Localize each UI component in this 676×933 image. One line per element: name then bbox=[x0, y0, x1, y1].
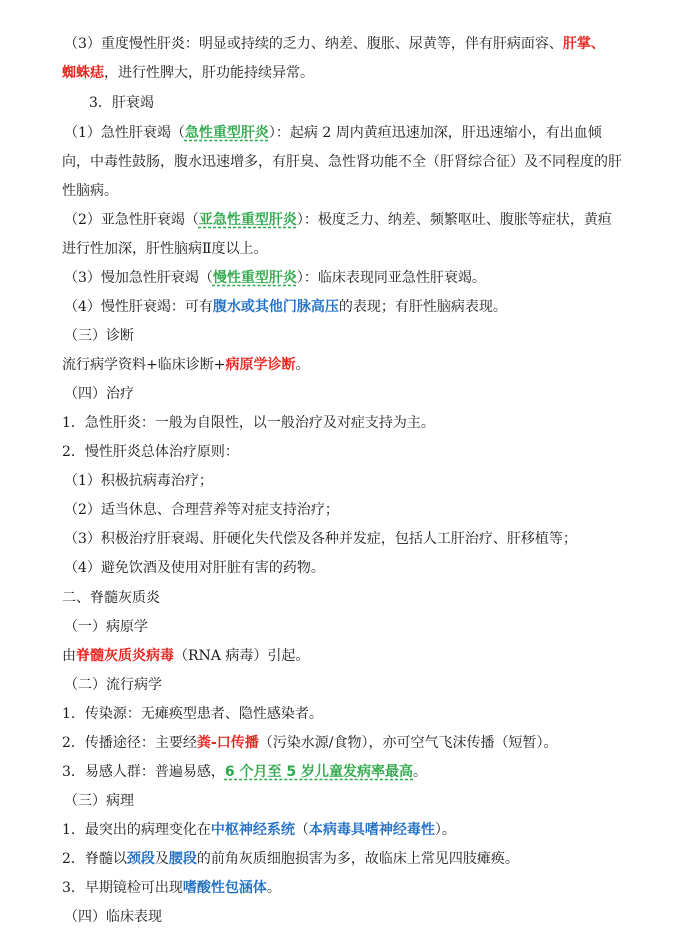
text-segment: 3．易感人群：普遍易感， bbox=[62, 764, 225, 780]
text-segment: （3）积极治疗肝衰竭、肝硬化失代偿及各种并发症，包括人工肝治疗、肝移植等； bbox=[64, 531, 577, 547]
text-segment: 1．急性肝炎：一般为自限性，以一般治疗及对症支持为主。 bbox=[62, 415, 435, 431]
text-segment: 性脑病。 bbox=[62, 183, 118, 199]
section-heading bbox=[64, 384, 134, 404]
text-line bbox=[64, 210, 612, 230]
highlight-blue: 腹水或其他门脉高压 bbox=[212, 299, 339, 315]
text-line bbox=[62, 63, 314, 83]
text-segment: 二、脊髓灰质炎 bbox=[62, 590, 160, 606]
text-segment: ，进行性脾大，肝功能持续异常。 bbox=[104, 65, 314, 81]
text-segment: ）。 bbox=[434, 822, 456, 838]
text-line bbox=[62, 239, 268, 259]
text-segment: ）：临床表现同亚急性肝衰竭。 bbox=[296, 270, 486, 286]
section-heading bbox=[64, 791, 134, 811]
text-segment: （一）病原学 bbox=[64, 619, 148, 635]
highlight-blue: 嗜酸性包涵体 bbox=[182, 880, 267, 896]
highlight-green: 急性重型肝炎 bbox=[184, 125, 269, 141]
highlight-blue: 腰段 bbox=[168, 851, 197, 867]
text-segment: （1）急性肝衰竭（ bbox=[64, 125, 185, 141]
text-segment: （污染水源/食物），亦可空气飞沫传播（短暂）。 bbox=[258, 735, 558, 751]
text-line bbox=[62, 646, 309, 666]
text-line bbox=[64, 558, 325, 578]
text-segment: （ bbox=[294, 822, 309, 838]
text-line bbox=[62, 762, 427, 782]
text-segment: ）：极度乏力、纳差、频繁呕吐、腹胀等症状，黄疸 bbox=[296, 212, 612, 228]
text-segment: 2．慢性肝炎总体治疗原则： bbox=[62, 444, 239, 460]
highlight-red: 病原学诊断 bbox=[225, 357, 296, 373]
text-line bbox=[62, 820, 456, 840]
text-segment: （三）诊断 bbox=[64, 328, 134, 344]
text-segment: 及 bbox=[154, 851, 169, 867]
text-line bbox=[62, 152, 622, 172]
text-segment: （RNA 病毒）引起。 bbox=[174, 648, 310, 664]
text-segment: 2．传播途径：主要经 bbox=[62, 735, 197, 751]
text-segment: （3）重度慢性肝炎：明显或持续的乏力、纳差、腹胀、尿黄等，伴有肝病面容、 bbox=[64, 36, 563, 52]
text-line bbox=[62, 181, 118, 201]
text-segment: 的表现；有肝性脑病表现。 bbox=[338, 299, 507, 315]
text-line bbox=[62, 733, 557, 753]
text-segment: 向，中毒性鼓肠，腹水迅速增多，有肝臭、急性肾功能不全（肝肾综合征）及不同程度的肝 bbox=[62, 154, 622, 170]
text-segment: （2）亚急性肝衰竭（ bbox=[64, 212, 199, 228]
text-segment: 。 bbox=[266, 880, 281, 896]
text-segment: （3）慢加急性肝衰竭（ bbox=[64, 270, 213, 286]
text-line bbox=[62, 878, 281, 898]
text-segment: 2．脊髓以 bbox=[62, 851, 127, 867]
highlight-red: 蜘蛛痣 bbox=[62, 65, 104, 81]
text-segment: 1．最突出的病理变化在 bbox=[62, 822, 211, 838]
text-segment: （三）病理 bbox=[64, 793, 134, 809]
text-line bbox=[64, 500, 339, 520]
highlight-blue: 中枢神经系统 bbox=[210, 822, 295, 838]
text-segment: （4）避免饮酒及使用对肝脏有害的药物。 bbox=[64, 560, 325, 576]
text-line bbox=[62, 849, 519, 869]
text-segment: 的前角灰质细胞损害为多，故临床上常见四肢瘫痪。 bbox=[196, 851, 519, 867]
highlight-blue: 颈段 bbox=[126, 851, 155, 867]
text-segment: （4）慢性肝衰竭：可有 bbox=[64, 299, 213, 315]
text-line bbox=[64, 268, 486, 288]
section-heading bbox=[64, 326, 134, 346]
text-segment: 进行性加深，肝性脑病Ⅱ度以上。 bbox=[62, 241, 268, 257]
text-segment: （四）治疗 bbox=[64, 386, 134, 402]
text-segment: 。 bbox=[295, 357, 310, 373]
text-line bbox=[64, 297, 507, 317]
highlight-red: 脊髓灰质炎病毒 bbox=[76, 648, 174, 664]
text-line bbox=[62, 355, 309, 375]
text-segment: ）：起病 2 周内黄疸迅速加深，肝迅速缩小，有出血倾 bbox=[268, 125, 602, 141]
text-segment: （2）适当休息、合理营养等对症支持治疗； bbox=[64, 502, 339, 518]
highlight-green: 慢性重型肝炎 bbox=[212, 270, 297, 286]
section-heading bbox=[64, 907, 162, 927]
text-segment: 由 bbox=[62, 648, 76, 664]
highlight-red: 粪-口传播 bbox=[196, 735, 259, 751]
text-line bbox=[64, 34, 605, 54]
text-segment: （二）流行病学 bbox=[64, 677, 162, 693]
section-heading bbox=[64, 617, 148, 637]
section-heading bbox=[62, 588, 160, 608]
highlight-green: 亚急性重型肝炎 bbox=[198, 212, 297, 228]
text-line bbox=[62, 442, 239, 462]
text-segment: 3．肝衰竭 bbox=[89, 95, 154, 111]
text-segment: （1）积极抗病毒治疗； bbox=[64, 473, 213, 489]
section-heading bbox=[89, 93, 154, 113]
text-segment: 3．早期镜检可出现 bbox=[62, 880, 183, 896]
text-line bbox=[64, 529, 577, 549]
text-segment: （四）临床表现 bbox=[64, 909, 162, 925]
highlight-green: 6 个月至 5 岁儿童发病率最高 bbox=[224, 764, 414, 780]
text-segment: 流行病学资料+临床诊断+ bbox=[62, 357, 226, 373]
text-line bbox=[64, 123, 602, 143]
text-line bbox=[64, 471, 213, 491]
text-line bbox=[62, 704, 323, 724]
text-segment: 。 bbox=[413, 764, 428, 780]
text-segment: 1．传染源：无瘫痪型患者、隐性感染者。 bbox=[62, 706, 323, 722]
highlight-red: 肝掌、 bbox=[562, 36, 605, 52]
highlight-blue: 本病毒具嗜神经毒性 bbox=[308, 822, 435, 838]
text-line bbox=[62, 413, 435, 433]
section-heading bbox=[64, 675, 162, 695]
